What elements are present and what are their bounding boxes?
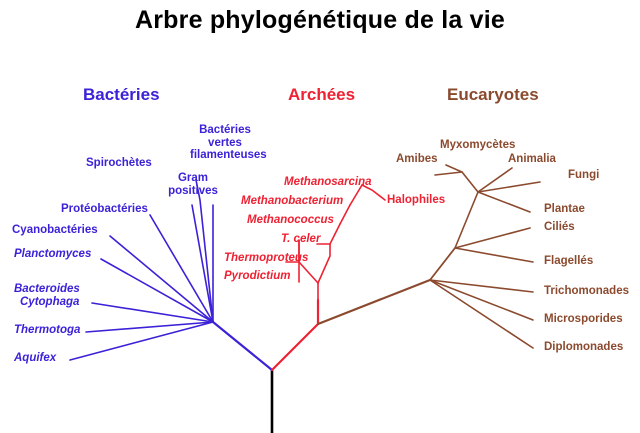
leaf-methanococcus: Methanococcus — [247, 214, 334, 226]
leaf-trichomonades: Trichomonades — [544, 285, 629, 297]
domain-label-archaea: Archées — [288, 85, 356, 104]
leaf-myxomycetes: Myxomycètes — [440, 139, 516, 151]
branch-flagelles — [455, 248, 533, 262]
leaf-microsporides: Microsporides — [544, 313, 623, 325]
branch-methanococcus — [330, 224, 340, 244]
page-title: Arbre phylogénétique de la vie — [135, 6, 505, 34]
leaf-amibes: Amibes — [396, 153, 438, 165]
branch-methanobacterium — [340, 205, 350, 224]
leaf-animalia: Animalia — [508, 153, 556, 165]
eukarya-inner-stem — [430, 248, 455, 280]
branch-cilies — [455, 228, 530, 248]
leaf-methanobacterium: Methanobacterium — [241, 195, 344, 207]
branch-cyanobacteries — [110, 236, 213, 322]
archaea-eukarya-stem — [272, 324, 318, 370]
leaf-planctomyces: Planctomyces — [14, 248, 92, 260]
branch-animalia — [478, 168, 512, 192]
eukarya-stem — [318, 280, 430, 324]
leaf-bacteries-vertes-filamenteuses: Bactéries vertes filamenteuses — [190, 124, 267, 161]
leaf-thermotoga: Thermotoga — [14, 324, 81, 336]
branch-amibes — [435, 172, 462, 175]
leaf-fungi: Fungi — [568, 169, 600, 181]
leaf-diplomonades: Diplomonades — [544, 341, 624, 353]
domain-label-eukarya: Eucaryotes — [447, 85, 539, 104]
leaf-cilies: Ciliés — [544, 221, 575, 233]
leaf-flagelles: Flagellés — [544, 255, 594, 267]
branch-fungi — [478, 182, 540, 192]
branch-euryarchaeota — [318, 244, 330, 283]
leaf-methanosarcina: Methanosarcina — [284, 176, 372, 188]
leaf-aquifex: Aquifex — [14, 352, 57, 364]
branch-plantae — [478, 192, 530, 212]
leaf-halophiles: Halophiles — [387, 194, 446, 206]
leaf-cyanobacteries: Cyanobactéries — [12, 224, 98, 236]
leaf-plantae: Plantae — [544, 203, 585, 215]
leaf-t-celer: T. celer — [281, 233, 321, 245]
branch-spirochetes — [196, 180, 213, 322]
leaf-pyrodictium: Pyrodictium — [224, 270, 291, 282]
leaf-spirochetes: Spirochètes — [86, 157, 152, 169]
branch-crown-node — [455, 192, 478, 248]
leaf-proteobacteries: Protéobactéries — [61, 203, 148, 215]
leaf-bacteroides-cytophaga: Bacteroides Cytophaga — [14, 283, 80, 308]
leaf-gram-positives: Gram positives — [168, 172, 218, 197]
bacteria-stem — [213, 322, 272, 370]
branch-myxomycetes — [446, 165, 478, 192]
leaf-thermoproteus: Thermoproteus — [224, 252, 309, 264]
domain-label-bacteria: Bactéries — [83, 85, 160, 104]
